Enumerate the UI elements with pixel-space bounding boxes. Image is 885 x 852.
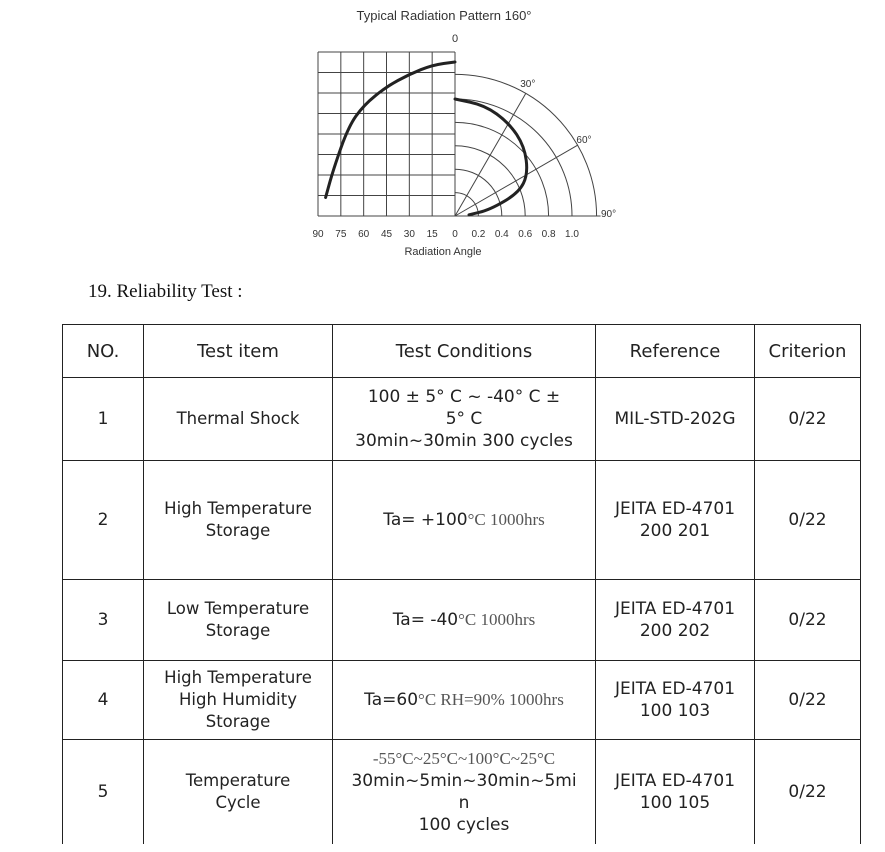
table-header-row: [63, 325, 861, 378]
cell-conditions: [333, 461, 596, 580]
condition-serif-line: -55°C~25°C~100°C~25°C: [372, 749, 556, 768]
cell-test-item: [144, 461, 333, 580]
item-line: Storage: [205, 521, 271, 540]
cell-test-item: [144, 740, 333, 845]
radiation-curve-left: [326, 62, 455, 198]
condition-line: 100 ± 5° C ~ -40° C ±: [367, 387, 561, 407]
chart-top-label: 0: [451, 33, 459, 45]
reliability-table: [62, 324, 861, 844]
header-criterion: Criterion: [755, 325, 861, 378]
item-line: High Temperature: [164, 668, 312, 687]
polar-angle-label: 90°: [601, 209, 617, 220]
x-tick-label: 30: [403, 229, 415, 240]
x-axis-label: Radiation Angle: [404, 246, 482, 258]
reference-line: JEITA ED-4701: [614, 499, 736, 519]
header-test-conditions: Test Conditions: [333, 325, 596, 378]
reference-line: 100 105: [639, 793, 711, 813]
table-row: [63, 580, 861, 661]
cell-criterion: 0/22: [755, 740, 861, 845]
condition-line: n: [458, 793, 470, 813]
reference-line: MIL-STD-202G: [614, 409, 736, 429]
x-tick-label: 0: [452, 229, 458, 240]
chart-title: Typical Radiation Pattern 160°: [356, 8, 532, 23]
cell-criterion: 0/22: [755, 580, 861, 661]
cell-conditions: [333, 661, 596, 740]
cell-criterion: 0/22: [755, 661, 861, 740]
table-row: [63, 740, 861, 845]
x-tick-label: 60: [358, 229, 370, 240]
polar-intensity-arc: [455, 146, 525, 216]
table-row: [63, 461, 861, 580]
cell-test-item: [144, 580, 333, 661]
cell-criterion: 0/22: [755, 461, 861, 580]
cell-conditions: [333, 740, 596, 845]
item-line: Storage: [205, 621, 271, 640]
condition-text: Ta= -40: [392, 610, 459, 630]
condition-line: 30min~5min~30min~5mi: [351, 771, 577, 791]
cell-no: 5: [63, 740, 144, 845]
condition-serif-text: °C 1000hrs: [458, 610, 536, 629]
cell-criterion: 0/22: [755, 378, 861, 461]
cell-reference: [596, 461, 755, 580]
polar-angle-label: 30°: [520, 79, 536, 91]
item-line: High Humidity: [179, 690, 297, 709]
section-title: 19. Reliability Test :: [88, 281, 243, 302]
reference-line: 200 202: [639, 621, 711, 641]
polar-outer-arc: [455, 74, 597, 216]
polar-intensity-arc: [455, 99, 572, 216]
polar-angle-label: 60°: [576, 135, 592, 147]
cell-no: 4: [63, 661, 144, 740]
cell-reference: [596, 580, 755, 661]
item-line: Cycle: [215, 793, 261, 812]
cell-reference: [596, 661, 755, 740]
header-reference: Reference: [596, 325, 755, 378]
x-tick-label: 0.2: [471, 229, 486, 240]
polar-radial-line: [455, 93, 526, 216]
condition-line: 100 cycles: [418, 815, 510, 835]
x-tick-label: 0.8: [541, 229, 556, 240]
condition-line: 5° C: [445, 409, 483, 429]
reference-line: 100 103: [639, 701, 711, 721]
item-line: Thermal Shock: [176, 409, 300, 428]
cell-conditions: [333, 378, 596, 461]
x-tick-label: 15: [426, 229, 438, 240]
table-row: [63, 378, 861, 461]
item-line: Low Temperature: [166, 599, 310, 618]
reference-line: JEITA ED-4701: [614, 679, 736, 699]
cell-reference: [596, 740, 755, 845]
item-line: Storage: [205, 712, 271, 731]
condition-text: Ta= +100: [383, 510, 468, 530]
reference-line: JEITA ED-4701: [614, 599, 736, 619]
table-row: [63, 661, 861, 740]
x-tick-label: 0.4: [494, 229, 509, 240]
x-tick-label: 75: [335, 229, 347, 240]
cell-no: 1: [63, 378, 144, 461]
cell-no: 3: [63, 580, 144, 661]
x-tick-label: 0.6: [518, 229, 533, 240]
polar-radial-line: [455, 145, 578, 216]
x-tick-label: 45: [380, 229, 393, 240]
condition-line: 30min~30min 300 cycles: [355, 431, 573, 451]
condition-serif-text: °C 1000hrs: [467, 510, 545, 529]
header-test-item: Test item: [144, 325, 333, 378]
reference-line: 200 201: [639, 521, 711, 541]
cell-test-item: [144, 378, 333, 461]
radiation-pattern-chart: [0, 0, 885, 270]
condition-text: Ta=60: [364, 690, 419, 710]
reference-line: JEITA ED-4701: [614, 771, 736, 791]
condition-serif-text: °C RH=90% 1000hrs: [418, 690, 564, 709]
cell-test-item: [144, 661, 333, 740]
item-line: Temperature: [185, 771, 291, 790]
header-no: NO.: [63, 325, 144, 378]
x-tick-label: 90: [312, 229, 324, 240]
cell-conditions: [333, 580, 596, 661]
x-tick-label: 1.0: [565, 229, 579, 240]
radiation-pattern-svg: [0, 0, 885, 270]
cell-no: 2: [63, 461, 144, 580]
cell-reference: [596, 378, 755, 461]
item-line: High Temperature: [164, 499, 312, 518]
